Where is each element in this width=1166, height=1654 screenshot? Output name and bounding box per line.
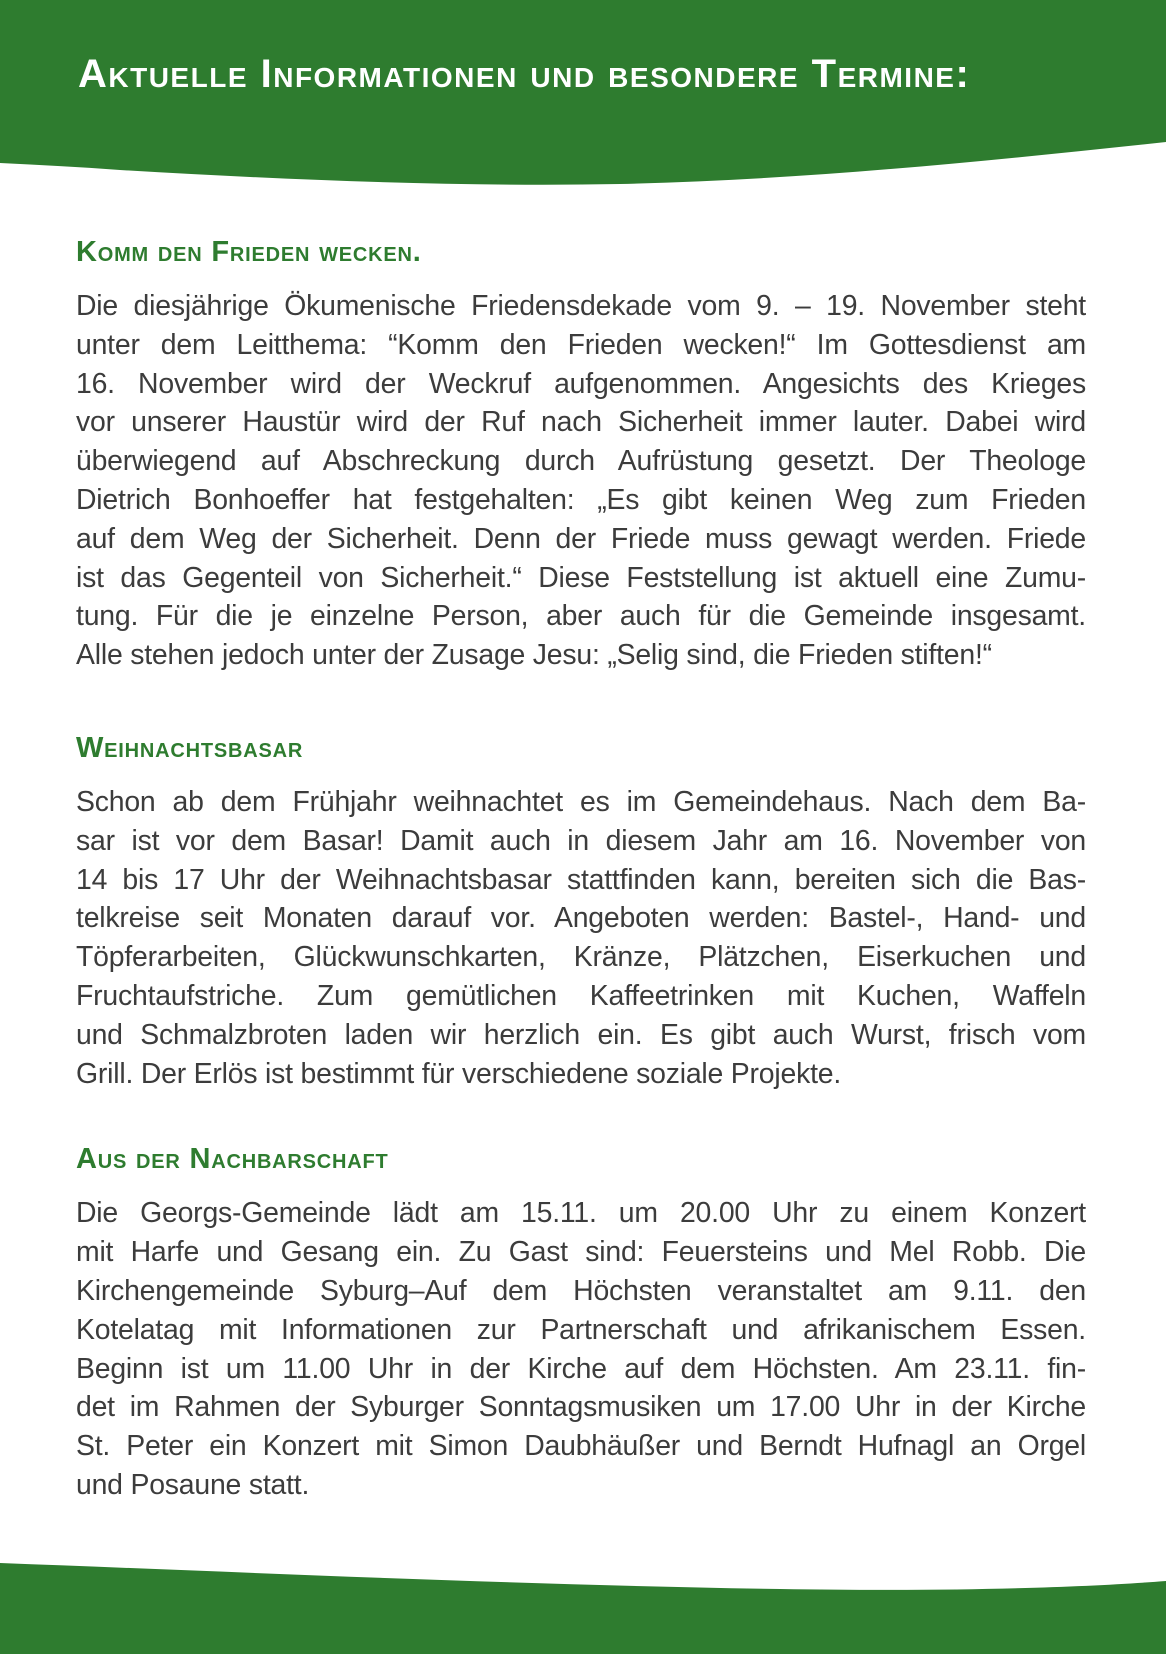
text-line: Fruchtaufstriche. Zum gemütlichen Kaffeetrinken mit Kuchen, Waffeln <box>76 979 1086 1012</box>
text-line: ist das Gegenteil von Sicherheit.“ Diese Feststellung ist aktuell eine Zumu- <box>76 561 1086 594</box>
text-line: tung. Für die je einzelne Person, aber auch für die Gemeinde insgesamt. <box>76 600 1086 633</box>
text-line: St. Peter ein Konzert mit Simon Daubhäußer und Berndt Hufnagl an Orgel <box>76 1430 1086 1463</box>
text-line: Kirchengemeinde Syburg–Auf dem Höchsten veranstaltet am 9.11. den <box>76 1274 1086 1307</box>
text-line: Alle stehen jedoch unter der Zusage Jesu: „Selig sind, die Frieden stiften!“ <box>76 639 992 672</box>
section-weihnachtsbasar <box>76 730 1086 1093</box>
text-line: sar ist vor dem Basar! Damit auch in diesem Jahr am 16. November von <box>76 824 1086 857</box>
text-line: Die Georgs-Gemeinde lädt am 15.11. um 20.00 Uhr zu einem Konzert <box>76 1197 1086 1230</box>
text-line: Beginn ist um 11.00 Uhr in der Kirche auf dem Höchsten. Am 23.11. fin- <box>76 1352 1086 1385</box>
text-line: überwiegend auf Abschreckung durch Aufrüstung gesetzt. Der Theologe <box>76 445 1086 478</box>
text-line: 16. November wird der Weckruf aufgenommen. Angesichts des Krieges <box>76 367 1086 400</box>
page-title: Aktuelle Informationen und besondere Termine: <box>78 52 971 96</box>
text-line: und Schmalzbroten laden wir herzlich ein. Es gibt auch Wurst, frisch vom <box>76 1018 1086 1051</box>
text-line: Grill. Der Erlös ist bestimmt für verschiedene soziale Projekte. <box>76 1057 842 1090</box>
section-weihnachtsbasar-heading: Weihnachtsbasar <box>76 731 304 764</box>
text-line: telkreise seit Monaten darauf vor. Angeboten werden: Bastel-, Hand- und <box>76 902 1086 935</box>
section-frieden-heading: Komm den Frieden wecken. <box>76 236 422 268</box>
section-frieden-paragraph <box>76 287 1086 675</box>
text-line: det im Rahmen der Syburger Sonntagsmusiken um 17.00 Uhr in der Kirche <box>76 1391 1086 1424</box>
section-nachbarschaft <box>76 1141 1086 1504</box>
text-line: Töpferarbeiten, Glückwunschkarten, Kränze, Plätzchen, Eiserkuchen und <box>76 941 1086 974</box>
text-line: Kotelatag mit Informationen zur Partnerschaft und afrikanischem Essen. <box>76 1313 1086 1346</box>
text-line: auf dem Weg der Sicherheit. Denn der Friede muss gewagt werden. Friede <box>76 522 1086 555</box>
text-line: unter dem Leitthema: “Komm den Frieden wecken!“ Im Gottesdienst am <box>76 328 1086 361</box>
section-nachbarschaft-heading: Aus der Nachbarschaft <box>76 1143 389 1176</box>
footer-green-band <box>0 1559 1166 1654</box>
section-nachbarschaft-paragraph <box>76 1194 1086 1504</box>
text-line: und Posaune statt. <box>76 1468 310 1501</box>
content-column <box>76 0 1086 1505</box>
section-weihnachtsbasar-paragraph <box>76 783 1086 1093</box>
text-line: 14 bis 17 Uhr der Weihnachtsbasar stattfinden kann, bereiten sich die Bas- <box>76 863 1086 896</box>
text-line: vor unserer Haustür wird der Ruf nach Sicherheit immer lauter. Dabei wird <box>76 406 1086 439</box>
section-frieden <box>76 234 1086 675</box>
text-line: Dietrich Bonhoeffer hat festgehalten: „Es gibt keinen Weg zum Frieden <box>76 483 1086 516</box>
text-line: mit Harfe und Gesang ein. Zu Gast sind: Feuersteins und Mel Robb. Die <box>76 1236 1086 1269</box>
text-line: Die diesjährige Ökumenische Friedensdekade vom 9. – 19. November steht <box>76 290 1086 322</box>
text-line: Schon ab dem Frühjahr weihnachtet es im Gemeindehaus. Nach dem Ba- <box>76 785 1086 818</box>
